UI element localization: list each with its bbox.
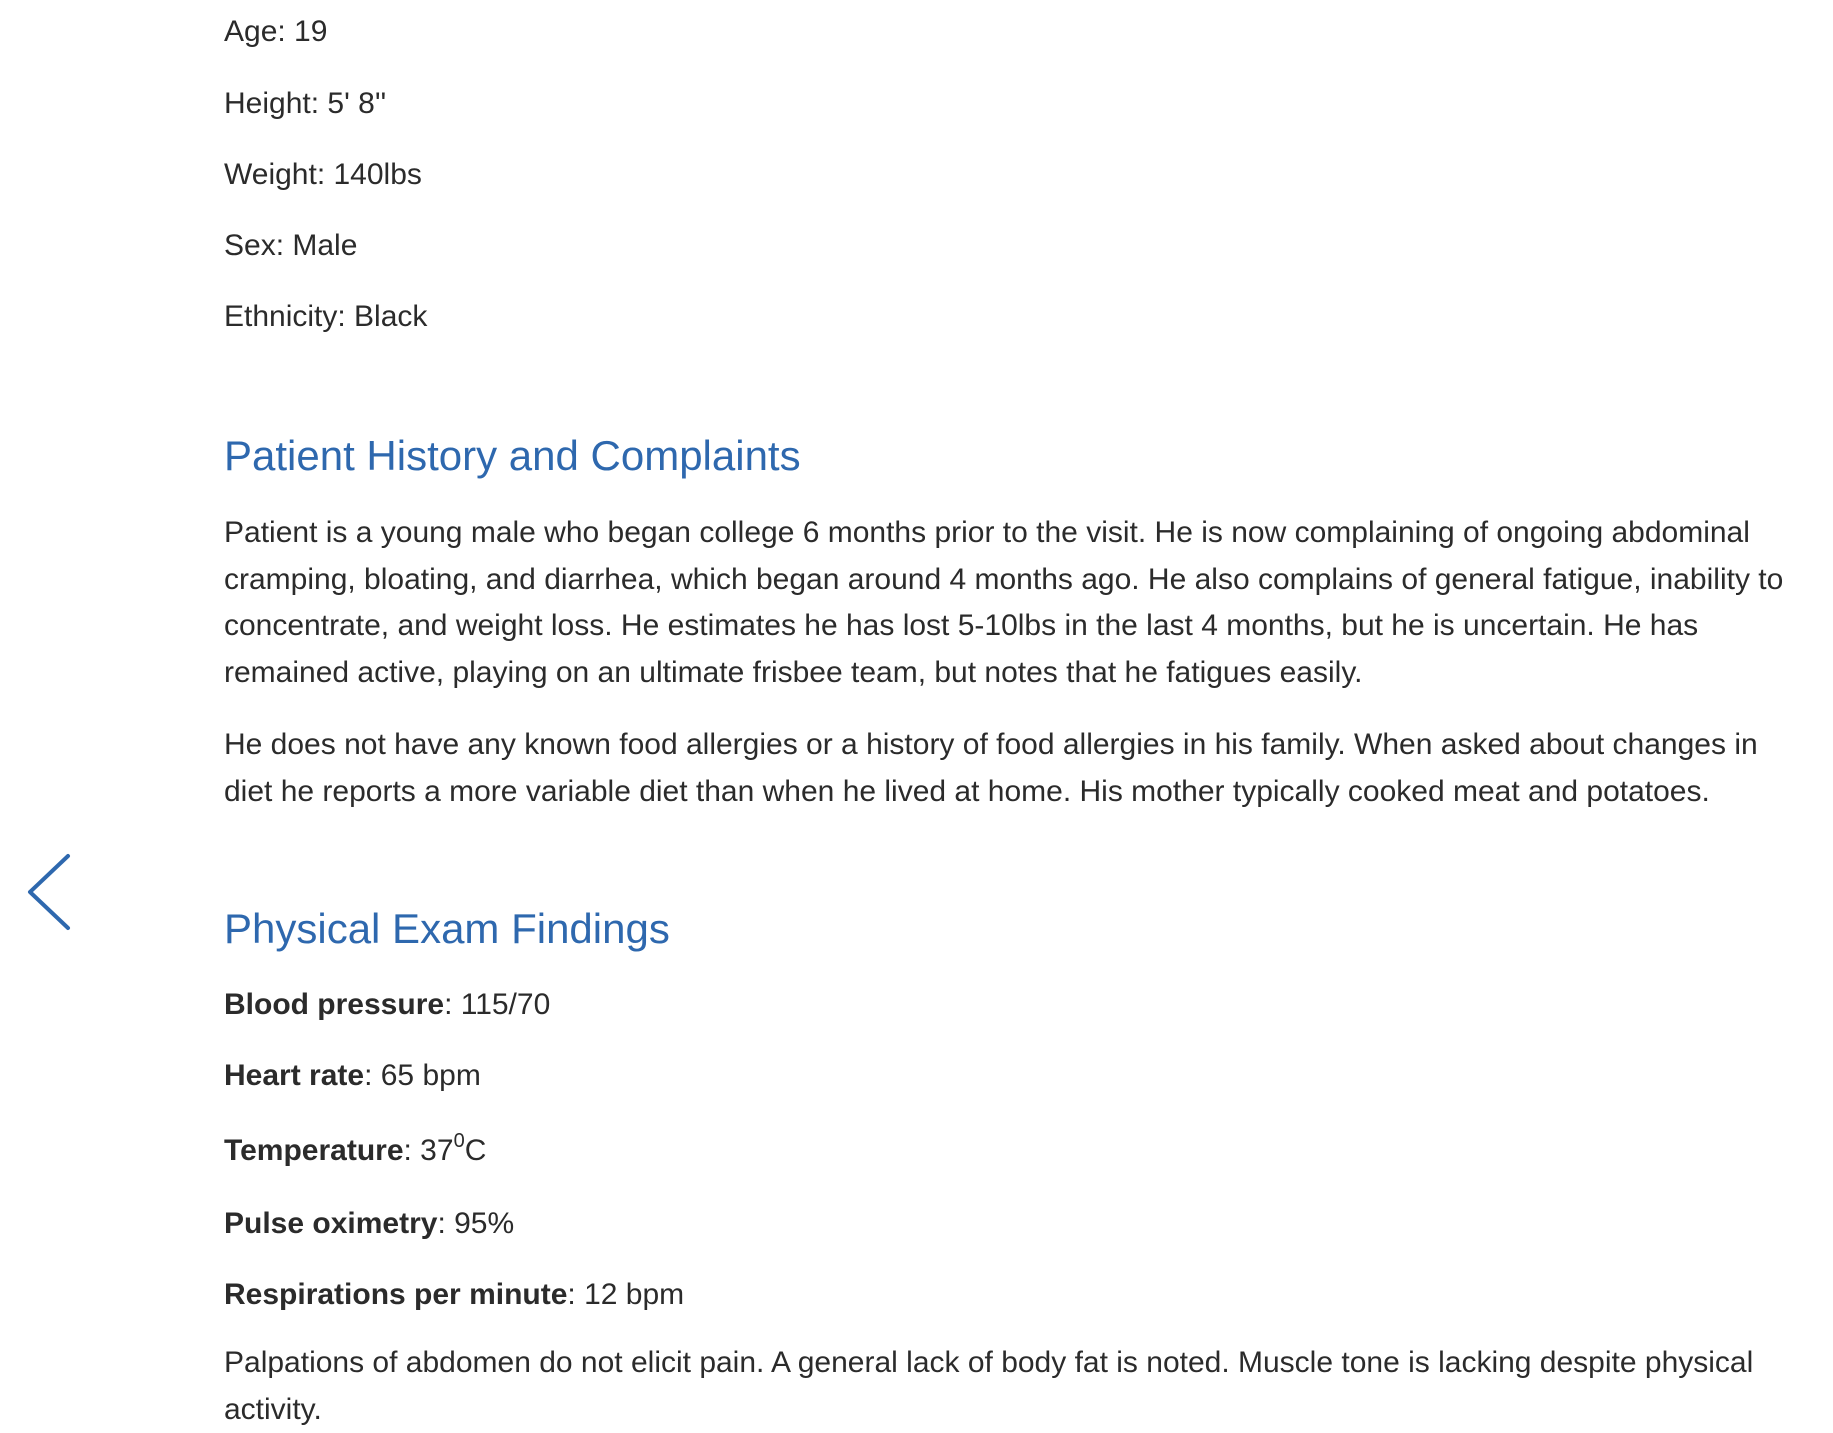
heart-rate-row bbox=[224, 1056, 481, 1096]
blood-pressure-label: Blood pressure bbox=[224, 988, 445, 1021]
previous-page-button[interactable] bbox=[24, 852, 74, 932]
age-text: Age: 19 bbox=[224, 15, 328, 48]
temperature-superscript: 0 bbox=[453, 1130, 465, 1152]
ethnicity-text: Ethnicity: Black bbox=[224, 300, 428, 333]
exam-notes-paragraph: Palpations of abdomen do not elicit pain. A general lack of body fat is noted. Muscle tone is lacking despite physical activity. bbox=[224, 1346, 1754, 1426]
temperature-row bbox=[224, 1131, 486, 1171]
history-paragraph-2: He does not have any known food allergies or a history of food allergies in his family. When asked about changes in diet he reports a more variable diet than when he lived at home. His mother typically cooked meat and potatoes. bbox=[224, 728, 1758, 808]
respirations-row bbox=[224, 1275, 684, 1315]
heart-rate-value: : 65 bpm bbox=[364, 1059, 481, 1092]
height-text: Height: 5' 8'' bbox=[224, 87, 387, 120]
temperature-value: : 37 bbox=[403, 1134, 454, 1167]
chevron-left-icon bbox=[24, 852, 74, 932]
exam-heading: Physical Exam Findings bbox=[224, 905, 670, 952]
sex-text: Sex: Male bbox=[224, 229, 358, 262]
weight-text: Weight: 140lbs bbox=[224, 158, 422, 191]
respirations-value: : 12 bpm bbox=[567, 1278, 685, 1311]
pulse-oximetry-label: Pulse oximetry bbox=[224, 1207, 438, 1240]
history-paragraph-1: Patient is a young male who began college 6 months prior to the visit. He is now complaining of ongoing abdominal cramping, bloating, and diarrhea, which began around 4 months ago. He also complains of general fatigue, inability to concentrate, and weight loss. He estimates he has lost 5-10lbs in the last 4 months, but he is uncertain. He has remained active, playing on an ultimate frisbee team, but notes that he fatigues easily. bbox=[224, 516, 1784, 689]
heart-rate-label: Heart rate bbox=[224, 1059, 365, 1092]
temperature-label: Temperature bbox=[224, 1134, 404, 1167]
respirations-label: Respirations per minute bbox=[224, 1278, 568, 1311]
temperature-unit: C bbox=[464, 1134, 487, 1167]
pulse-oximetry-value: : 95% bbox=[437, 1207, 515, 1240]
blood-pressure-value: : 115/70 bbox=[444, 988, 551, 1021]
history-heading: Patient History and Complaints bbox=[224, 432, 801, 479]
blood-pressure-row bbox=[224, 985, 550, 1025]
pulse-oximetry-row bbox=[224, 1204, 514, 1244]
